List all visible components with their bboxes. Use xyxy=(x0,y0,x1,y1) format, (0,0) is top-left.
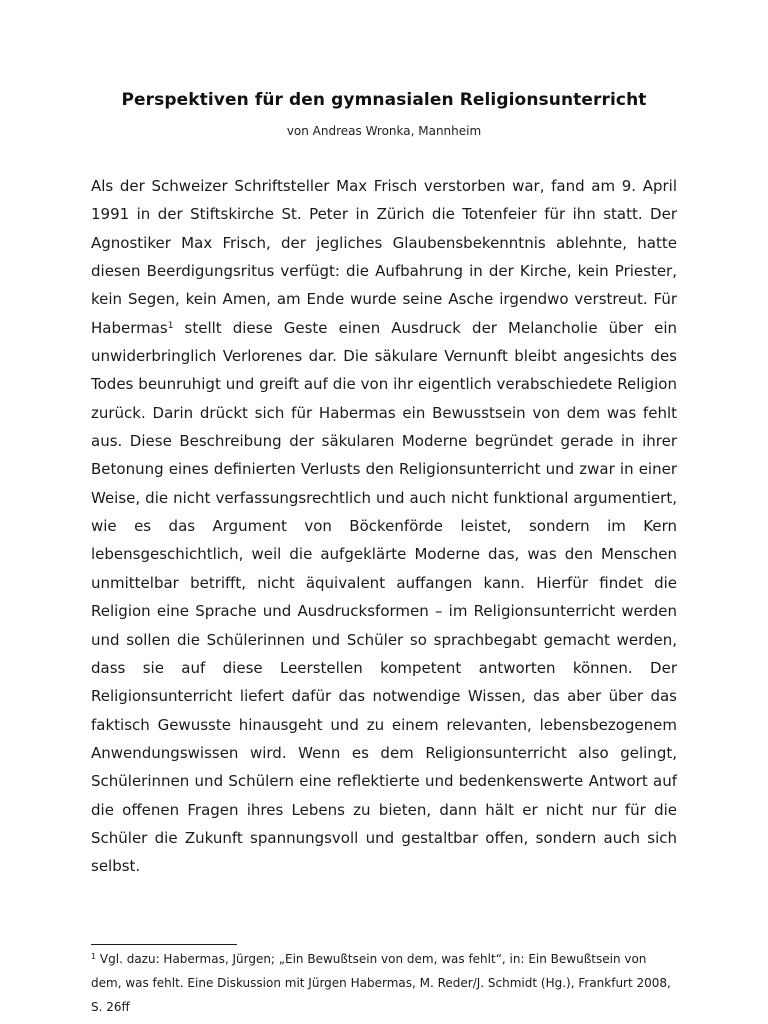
paragraph-text-start: Als der Schweizer Schriftsteller Max Frisch verstorben war, fand am 9. April 1991 in der Stiftskirche St. Peter in Zürich die Totenfeier für ihn statt. Der Agnostiker Max Frisch, der jegliches Glaubensbekenntnis ablehnte, hatte diesen Beerdigungsritus verfügt: die Aufbahrung in der Kirche, kein Priester, kein Segen, kein Amen, am Ende wurde seine Asche irgendwo verstreut. Für Habermas xyxy=(91,177,677,337)
footnote-divider xyxy=(91,944,237,945)
author-line: von Andreas Wronka, Mannheim xyxy=(286,124,482,138)
footnote xyxy=(91,947,677,1019)
body-paragraph xyxy=(91,172,677,881)
document-title: Perspektiven für den gymnasialen Religionsunterricht xyxy=(121,90,647,110)
footnote-marker: 1 xyxy=(91,952,97,961)
paragraph-text-end: stellt diese Geste einen Ausdruck der Melancholie über ein unwiderbringlich Verlorenes dar. Die säkulare Vernunft bleibt angesichts des Todes beunruhigt und greift auf die von ihr eigentlich verabschiedete Religion zurück. Darin drückt sich für Habermas ein Bewusstsein von dem was fehlt aus. Diese Beschreibung der säkularen Moderne begründet gerade in ihrer Betonung eines definierten Verlusts den Religionsunterricht und zwar in einer Weise, die nicht verfassungsrechtlich und auch nicht funktional argumentiert, wie es das Argument von Böckenförde leistet, sondern im Kern lebensgeschichtlich, weil die aufgeklärte Moderne das, was den Menschen unmittelbar betrifft, nicht äquivalent auffangen kann. Hierfür findet die Religion eine Sprache und Ausdrucksformen – im Religionsunterricht werden und sollen die Schülerinnen und Schüler so sprachbegabt gemacht werden, dass sie auf diese Leerstellen kompetent antworten können. Der Religionsunterricht liefert dafür das notwendige Wissen, das aber über das faktisch Gewusste hinausgeht und zu einem relevanten, lebensbezogenem Anwendungswissen wird. Wenn es dem Religionsunterricht also gelingt, Schülerinnen und Schülern eine reflektierte und bedenkenswerte Antwort auf die offenen Fragen ihres Lebens zu bieten, dann hält er nicht nur für die Schüler die Zukunft spannungsvoll und gestaltbar offen, sondern auch sich selbst. xyxy=(91,318,677,876)
footnote-reference[interactable]: 1 xyxy=(167,320,174,331)
document-page xyxy=(91,0,677,1024)
footnote-text: Vgl. dazu: Habermas, Jürgen; „Ein Bewußtsein von dem, was fehlt“, in: Ein Bewußtsein von dem, was fehlt. Eine Diskussion mit Jürgen Habermas, M. Reder/J. Schmidt (Hg.), Frankfurt 2008, S. 26ff xyxy=(91,952,671,1014)
